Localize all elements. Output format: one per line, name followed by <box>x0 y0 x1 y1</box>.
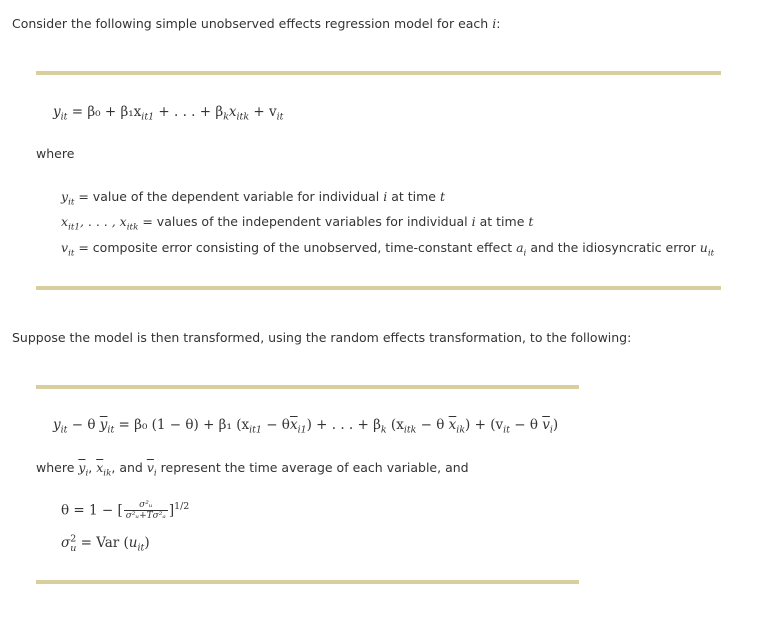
teq-vbar-sub: i <box>549 424 553 436</box>
mid-divider <box>36 286 721 290</box>
theta-denominator: σ²ᵤ+Tσ²ₐ <box>125 511 166 521</box>
def-var1-sub: i <box>523 248 527 259</box>
intro-var-i: i <box>492 16 497 31</box>
theta-numerator: σ²ᵤ <box>124 500 168 511</box>
theta-fraction <box>124 500 168 521</box>
intro-end: : <box>496 16 501 31</box>
where2-vbar: $\overline{v}$ <box>146 460 154 475</box>
teq-xbar2: $\overline{x}$ <box>448 417 457 433</box>
teq-y: y <box>53 417 61 433</box>
where2-sep2: , and <box>111 460 147 475</box>
def-var2-sub: it <box>707 248 715 259</box>
where-label: where <box>36 146 75 161</box>
def-text-b: at time <box>475 214 529 229</box>
model-rhs: = β₀ + β₁x <box>71 104 142 120</box>
model-rhs-mid: + . . . + β <box>154 104 224 120</box>
sigma-lhs: σ <box>61 535 71 551</box>
teq-xbar: $\overline{x}$ <box>289 417 298 433</box>
teq-k: k <box>380 424 387 436</box>
where2-line <box>36 460 469 479</box>
def-symbol: y <box>61 189 69 204</box>
def-text-b: at time <box>387 189 440 204</box>
teq-xbar-sub2: ik <box>456 424 466 436</box>
second-top-divider <box>36 385 579 389</box>
def-var2: t <box>528 214 534 229</box>
sigma-rhs: = Var ( <box>76 535 129 551</box>
where2-vbar-sub: i <box>153 468 157 479</box>
def-var1: a <box>516 240 524 255</box>
teq-ybar-sub: it <box>107 424 115 436</box>
where2-sep1: , <box>88 460 97 475</box>
where2-tail: represent the time average of each variable, and <box>156 460 469 475</box>
definition-row <box>61 189 445 208</box>
sigma-u-sub: it <box>137 542 145 554</box>
theta-formula <box>61 500 189 521</box>
where2-ybar: $\overline{y}$ <box>78 460 86 475</box>
def-var2: t <box>439 189 445 204</box>
def-text-b: and the idiosyncratic error <box>526 240 700 255</box>
def-text-a: = values of the independent variables for individual <box>138 214 472 229</box>
model-equation <box>53 104 284 123</box>
teq-x-sub1: it1 <box>249 424 262 436</box>
sigma-sup: 2 <box>70 533 77 545</box>
def-text-a: = value of the dependent variable for individual <box>74 189 384 204</box>
def-symbol-sub: it <box>68 248 75 259</box>
teq-ybar: $\overline{y}$ <box>99 417 108 433</box>
model-rhs-x: x <box>228 104 237 120</box>
sigma-sub: u <box>70 542 77 554</box>
teq-part5: ) + . . . + β <box>306 417 381 433</box>
theta-exponent: 1/2 <box>174 501 190 512</box>
teq-minus-theta: − θ <box>67 417 100 433</box>
sigma-formula <box>61 533 150 554</box>
model-lhs: y <box>53 104 61 120</box>
def-mid: , . . . , x <box>79 214 127 229</box>
sigma-close: ) <box>144 535 150 551</box>
intro-text <box>12 16 500 31</box>
def-mid-sub: itk <box>126 222 139 233</box>
where2-xbar-sub: ik <box>103 468 112 479</box>
def-var1: i <box>471 214 476 229</box>
top-divider <box>36 71 721 75</box>
teq-close: ) <box>552 417 559 433</box>
theta-close: ] <box>168 502 175 519</box>
where2-xbar: $\overline{x}$ <box>96 460 104 475</box>
transform-intro: Suppose the model is then transformed, using the random effects transformation, to the following: <box>12 330 632 345</box>
teq-part7: − θ <box>416 417 449 433</box>
teq-x-sub2: itk <box>403 424 417 436</box>
teq-part4: − θ <box>261 417 290 433</box>
transformed-equation <box>53 417 559 436</box>
model-rhs-k: k <box>223 111 229 123</box>
def-symbol: v <box>61 240 69 255</box>
teq-vbar: $\overline{v}$ <box>542 417 550 433</box>
model-rhs-plus: + v <box>249 104 277 120</box>
def-symbol-sub: it <box>68 197 75 208</box>
teq-part8: ) + (v <box>465 417 504 433</box>
teq-part3: = β₀ (1 − θ) + β₁ (x <box>118 417 250 433</box>
def-var2: u <box>699 240 708 255</box>
sigma-u: u <box>128 535 138 551</box>
def-text-a: = composite error consisting of the unobserved, time-constant effect <box>74 240 517 255</box>
teq-v-sub: it <box>503 424 510 436</box>
theta-lhs: θ = 1 − [ <box>61 502 123 519</box>
model-rhs-sub2: itk <box>236 111 250 123</box>
where2-ybar-sub: i <box>85 468 89 479</box>
def-symbol-sub: it1 <box>68 222 80 233</box>
model-rhs-sub3: it <box>276 111 284 123</box>
definition-row <box>61 214 534 233</box>
definition-row <box>61 240 715 259</box>
def-symbol: x <box>61 214 69 229</box>
bottom-divider <box>36 580 579 584</box>
teq-y-sub: it <box>60 424 68 436</box>
teq-part9: − θ <box>509 417 543 433</box>
def-var1: i <box>383 189 388 204</box>
model-rhs-sub1: it1 <box>141 111 155 123</box>
teq-part6: (x <box>386 417 404 433</box>
intro-sentence: Consider the following simple unobserved effects regression model for each <box>12 16 493 31</box>
where2-lead: where <box>36 460 79 475</box>
model-lhs-sub: it <box>60 111 68 123</box>
teq-xbar-sub1: i1 <box>297 424 307 436</box>
